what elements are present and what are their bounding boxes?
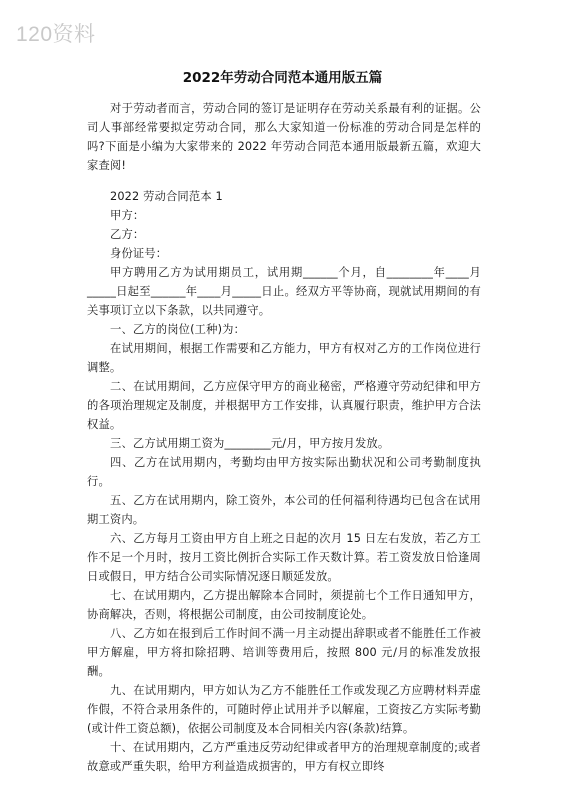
clause-paragraph: 六、乙方每月工资由甲方自上班之日起的次月 15 日左右发放，若乙方工作不足一个月时，按月工资比例折合实际工作天数计算。若工资发放日恰逢周日或假日，甲方结合公司实际情况逐日顺延发放。 — [87, 532, 481, 583]
clause-paragraph: 二、在试用期间，乙方应保守甲方的商业秘密，严格遵守劳动纪律和甲方的各项治理规定及制度，并根据甲方工作安排，认真履行职责，维护甲方合法权益。 — [87, 380, 481, 431]
clause-paragraph: 十、在试用期内，乙方严重违反劳动纪律或者甲方的治理规章制度的;或者故意或严重失职，给甲方利益造成损害的，甲方有权立即终 — [87, 741, 481, 773]
watermark: 120资料 — [16, 23, 96, 46]
clause-paragraph: 在试用期间，根据工作需要和乙方能力，甲方有权对乙方的工作岗位进行调整。 — [87, 342, 481, 374]
clause-paragraph: 四、乙方在试用期内，考勤均由甲方按实际出勤状况和公司考勤制度执行。 — [87, 456, 481, 488]
intro-block — [87, 99, 481, 175]
clause-paragraph: 三、乙方试用期工资为________元/月，甲方按月发放。 — [110, 437, 390, 450]
clause-paragraph: 七、在试用期内，乙方提出解除本合同时，须提前七个工作日通知甲方，协商解决，否则，将根据公司制度，由公司按制度论处。 — [87, 589, 481, 621]
section-heading: 2022 劳动合同范本 1 — [110, 190, 223, 203]
id-number-field: 身份证号： — [110, 247, 168, 260]
clause-paragraph: 八、乙方如在报到后工作时间不满一月主动提出辞职或者不能胜任工作被甲方解雇，甲方将扣除招聘、培训等费用后，按照 800 元/月的标准发放报酬。 — [87, 627, 481, 678]
clause-paragraph: 甲方聘用乙方为试用期员工，试用期______个月，自________年____月_____日起至______年____月_____日止。经双方平等协商，现就试用期间的有关事项订立以下条款，以共同遵守。 — [87, 266, 481, 317]
clause-paragraph: 九、在试用期内，甲方如认为乙方不能胜任工作或发现乙方应聘材料弄虚作假，不符合录用条件的，可随时停止试用并予以解雇，工资按乙方实际考勤(或计件工资总额)，依据公司制度及本合同相关内容(条款)结算。 — [87, 684, 481, 735]
document-title: 2022年劳动合同范本通用版五篇 — [182, 70, 383, 86]
party-b-field: 乙方： — [110, 228, 145, 241]
clause-paragraph: 五、乙方在试用期内，除工资外，本公司的任何福利待遇均已包含在试用期工资内。 — [87, 494, 481, 526]
contract-body — [87, 187, 481, 776]
clause-paragraph: 一、乙方的岗位(工种)为： — [110, 323, 246, 336]
intro-paragraph: 对于劳动者而言，劳动合同的签订是证明存在劳动关系最有利的证据。公司人事部经常要拟定劳动合同，那么大家知道一份标准的劳动合同是怎样的吗?下面是小编为大家带来的 2022 年劳动合同范本通用版最新五篇，欢迎大家查阅! — [87, 102, 481, 172]
party-a-field: 甲方： — [110, 209, 145, 222]
